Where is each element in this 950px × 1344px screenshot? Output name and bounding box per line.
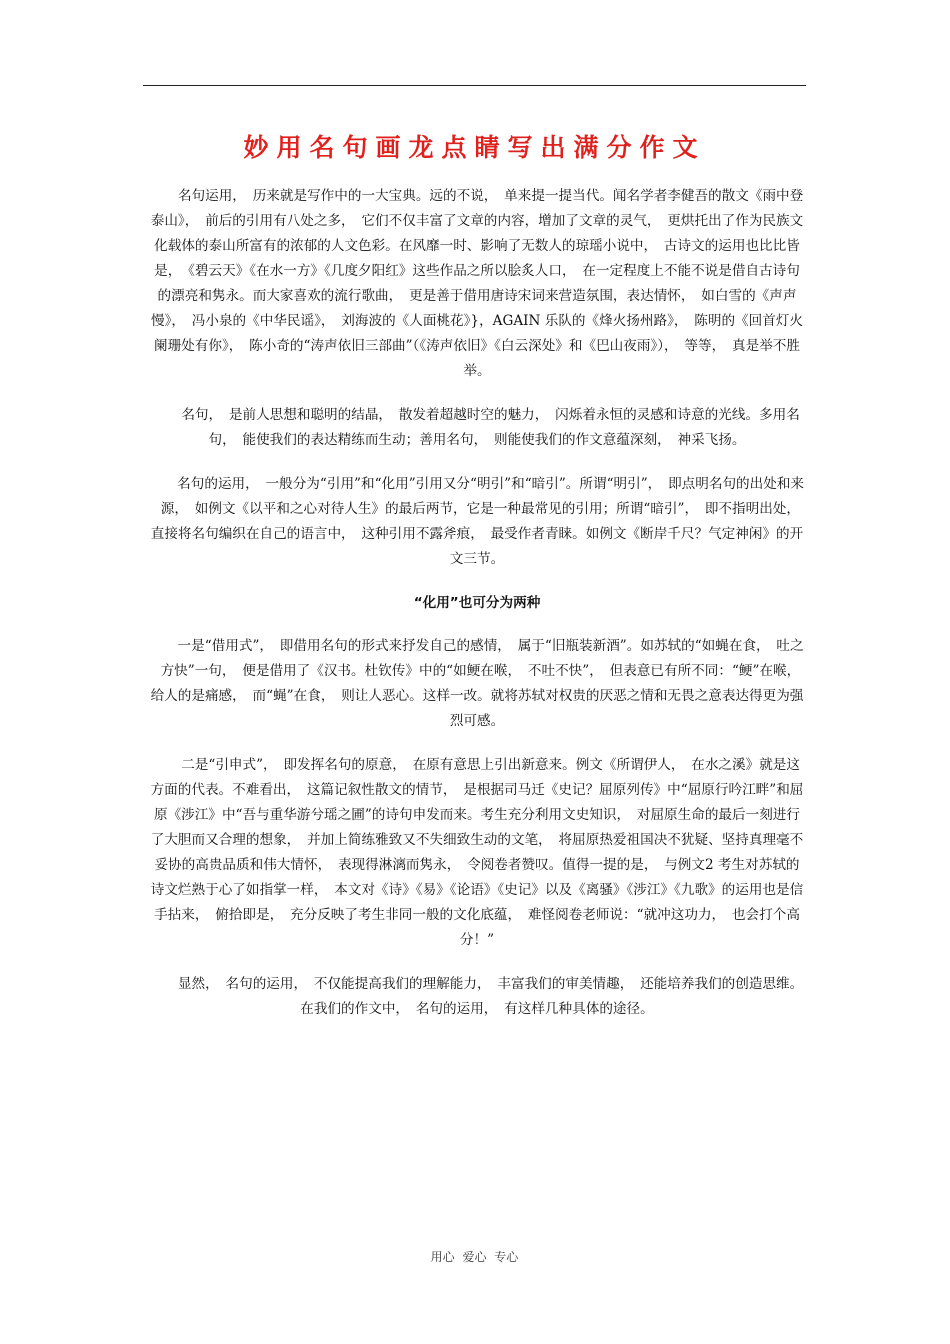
paragraph-conclusion: 显然， 名句的运用， 不仅能提高我们的理解能力， 丰富我们的审美情趣， 还能培养我们的创造思维。在我们的作文中， 名句的运用， 有这样几种具体的途径。 bbox=[177, 976, 804, 1017]
section-subheading: “化用”也可分为两种 bbox=[413, 595, 541, 611]
paragraph-extend-style: 二是“引申式”， 即发挥名句的原意， 在原有意思上引出新意来。例文《所谓伊人， 在水之溪》就是这方面的代表。不难看出， 这篇记叙性散文的情节， 是根据司马迁《史记？屈原列传》中“屈原行吟江畔”和屈原《涉江》中“吾与重华游兮瑶之圃”的诗句申发而来。考生充分利用文史知识， 对屈原生命的最后一刻进行了大胆而又合理的想象， 并加上简练雅致又不失细致生动的文笔， 将屈原热爱祖国决不犹疑、坚持真理毫不妥协的高贵品质和伟大情怀， 表现得淋漓而隽永， 令阅卷者赞叹。值得一提的是， 与例文2 考生对苏轼的诗文烂熟于心了如指掌一样， 本文对《诗》《易》《论语》《史记》以及《离骚》《涉江》《九歌》的运用也是信手拈来， 俯拾即是， 充分反映了考生非同一般的文化底蕴， 难怪阅卷老师说：“就冲这功力， 也会打个高分！” bbox=[150, 757, 804, 948]
paragraph-borrow-style: 一是“借用式”， 即借用名句的形式来抒发自己的感情， 属于“旧瓶装新酒”。如苏轼的“如蝇在食， 吐之方快”一句， 便是借用了《汉书。杜钦传》中的“如鲠在喉， 不吐不快”， 但表意已有所不同：“鲠”在喉， 给人的是痛感， 而“蝇”在食， 则让人恶心。这样一改。就将苏轼对权贵的厌恶之情和无畏之意表达得更为强烈可感。 bbox=[150, 638, 808, 729]
header-rule bbox=[143, 85, 806, 86]
document-title: 妙用名句画龙点睛写出满分作文 bbox=[243, 133, 706, 162]
document-body bbox=[148, 184, 806, 1022]
page-footer: 用心 爱心 专心 bbox=[430, 1250, 519, 1264]
paragraph-intro: 名句运用， 历来就是写作中的一大宝典。远的不说， 单来提一提当代。闻名学者李健吾的散文《雨中登泰山》， 前后的引用有八处之多， 它们不仅丰富了文章的内容，增加了文章的灵气， 更烘托出了作为民族文化载体的泰山所富有的浓郁的人文色彩。在风靡一时、影响了无数人的琼瑶小说中， 古诗文的运用也比比皆是， 《碧云天》《在水一方》《几度夕阳红》这些作品之所以脍炙人口， 在一定程度上不能不说是借自古诗句的漂亮和隽永。而大家喜欢的流行歌曲， 更是善于借用唐诗宋词来营造氛围，表达情怀， 如白雪的《声声慢》， 冯小泉的《中华民谣》， 刘海波的《人面桃花》}，AGAIN 乐队的《烽火扬州路》， 陈明的《回首灯火阑珊处有你》， 陈小奇的“涛声依旧三部曲”（《涛声依旧》《白云深处》和《巴山夜雨》）， 等等， 真是举不胜举。 bbox=[150, 188, 804, 379]
paragraph-usage: 名句的运用， 一般分为“引用”和“化用”引用又分“明引”和“暗引”。所谓“明引”， 即点明名句的出处和来源， 如例文《以平和之心对待人生》的最后两节，它是一种最常见的引用；所谓“暗引”， 即不指明出处， 直接将名句编织在自己的语言中， 这种引用不露斧痕， 最受作者青睐。如例文《断岸千尺？气定神闲》的开文三节。 bbox=[150, 476, 807, 567]
paragraph-definition: 名句， 是前人思想和聪明的结晶， 散发着超越时空的魅力， 闪烁着永恒的灵感和诗意的光线。多用名句， 能使我们的表达精练而生动；善用名句， 则能使我们的作文意蕴深刻， 神采飞扬。 bbox=[181, 407, 800, 448]
